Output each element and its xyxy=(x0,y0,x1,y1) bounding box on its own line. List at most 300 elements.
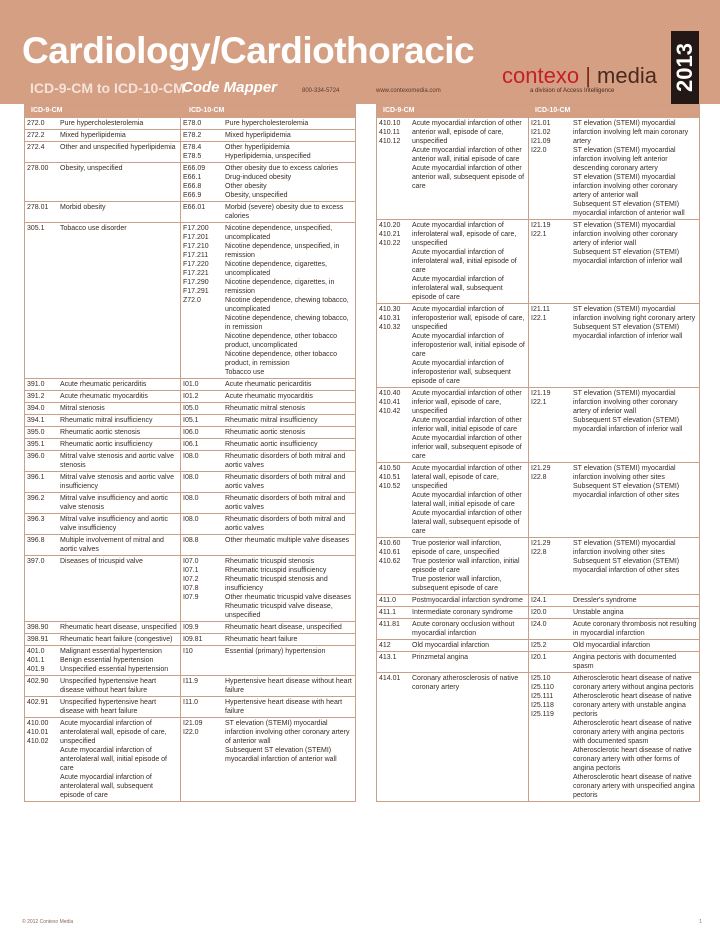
icd9-code-line: 305.1 xyxy=(27,225,45,232)
icd10-code: E66.1 xyxy=(183,174,202,181)
table-row xyxy=(25,513,355,534)
right-code-table xyxy=(376,104,700,802)
icd10-description: Nicotine dependence, other tobacco product, in remission xyxy=(225,351,338,367)
icd9-code-line: 410.52 xyxy=(379,483,401,490)
icd9-description-line: Rheumatic heart failure (congestive) xyxy=(60,636,173,643)
icd10-descriptions xyxy=(223,676,355,696)
icd9-description-line: Acute myocardial infarction of inferoposterior wall, episode of care, unspecified xyxy=(412,306,525,331)
icd9-description-line: Mitral valve insufficiency and aortic valve insufficiency xyxy=(60,516,169,532)
icd10-code: I01.2 xyxy=(183,393,199,400)
icd10-code: I11.9 xyxy=(183,678,199,685)
icd10-codes xyxy=(181,391,223,402)
icd10-code: I24.1 xyxy=(531,597,547,604)
icd9-code-line: 402.90 xyxy=(27,678,49,685)
icd10-description: ST elevation (STEMI) myocardial infarction involving other coronary artery of inferior wall xyxy=(573,222,678,247)
icd10-codes xyxy=(181,535,223,555)
icd9-code-line: 410.40 xyxy=(379,390,401,397)
icd10-code: I20.1 xyxy=(531,654,547,661)
icd10-description: Nicotine dependence, unspecified, in remission xyxy=(225,243,340,259)
icd10-description: ST elevation (STEMI) myocardial infarction involving other sites xyxy=(573,465,676,481)
icd10-description: Nicotine dependence, chewing tobacco, uncomplicated xyxy=(225,297,349,313)
icd10-description: Subsequent ST elevation (STEMI) myocardial infarction of inferior wall xyxy=(573,249,683,265)
icd10-descriptions xyxy=(571,388,699,462)
table-row xyxy=(377,618,699,639)
icd10-code: I07.9 xyxy=(183,594,199,601)
icd10-description: Rheumatic disorders of both mitral and aortic valves xyxy=(225,453,346,469)
icd9-code xyxy=(25,403,58,414)
icd10-codes xyxy=(181,622,223,633)
icd10-description: Rheumatic mitral stenosis xyxy=(225,405,306,412)
phone-number: 800-334-5724 xyxy=(302,88,340,94)
icd10-descriptions xyxy=(223,556,355,621)
icd10-description: Pure hypercholesterolemia xyxy=(225,120,309,127)
icd10-code: I08.0 xyxy=(183,516,199,523)
icd9-description-line: Mixed hyperlipidemia xyxy=(60,132,126,139)
icd10-code: I21.19 xyxy=(531,222,551,229)
icd10-codes xyxy=(181,427,223,438)
website: www.contexomedia.com xyxy=(376,88,441,94)
icd10-descriptions xyxy=(571,619,699,639)
icd9-description-line: Acute myocardial infarction of other lateral wall, initial episode of care xyxy=(412,492,522,508)
icd9-code-line: 411.1 xyxy=(379,609,396,616)
icd10-description: Rheumatic tricuspid stenosis and insufficiency xyxy=(225,576,328,592)
icd10-codes xyxy=(181,514,223,534)
icd10-codes xyxy=(529,595,571,606)
icd9-description-line: Unspecified hypertensive heart disease with heart failure xyxy=(60,699,157,715)
icd10-description: Old myocardial infarction xyxy=(573,642,651,649)
icd10-description: Nicotine dependence, cigarettes, uncomplicated xyxy=(225,261,327,277)
icd9-description xyxy=(410,640,529,651)
icd10-code: F17.211 xyxy=(183,252,209,259)
icd10-descriptions xyxy=(571,595,699,606)
right-table-header xyxy=(377,105,699,118)
icd10-description: ST elevation (STEMI) myocardial infarction involving other coronary artery of anterior wall xyxy=(225,720,350,745)
icd10-description: Nicotine dependence, other tobacco product, uncomplicated xyxy=(225,333,338,349)
icd9-code xyxy=(25,379,58,390)
icd9-description-line: Rheumatic aortic insufficiency xyxy=(60,441,153,448)
icd9-description-line: Acute myocardial infarction of other inferior wall, episode of care, unspecified xyxy=(412,390,522,415)
icd9-code-line: 410.00 xyxy=(27,720,49,727)
icd9-code-line: 396.1 xyxy=(27,474,45,481)
table-row xyxy=(25,555,355,621)
icd9-code xyxy=(377,640,410,651)
icd9-code-line: 410.21 xyxy=(379,231,401,238)
icd10-description: Rheumatic aortic insufficiency xyxy=(225,441,318,448)
icd10-code: I21.02 xyxy=(531,129,551,136)
icd10-code: I07.1 xyxy=(183,567,199,574)
icd10-description: Mixed hyperlipidemia xyxy=(225,132,291,139)
icd9-description-line: Rheumatic mitral insufficiency xyxy=(60,417,153,424)
icd10-description: Nicotine dependence, cigarettes, in remission xyxy=(225,279,335,295)
icd10-codes xyxy=(181,646,223,675)
icd9-description-line: Acute myocardial infarction of other lateral wall, subsequent episode of care xyxy=(412,510,522,535)
icd10-description: Nicotine dependence, chewing tobacco, in remission xyxy=(225,315,349,331)
icd10-description: Rheumatic heart disease, unspecified xyxy=(225,624,342,631)
icd10-descriptions xyxy=(223,514,355,534)
icd10-code: I01.0 xyxy=(183,381,199,388)
icd10-descriptions xyxy=(223,403,355,414)
icd9-description-line: Mitral valve insufficiency and aortic valve stenosis xyxy=(60,495,169,511)
subtitle-code-mapper: Code Mapper xyxy=(182,79,278,96)
icd10-codes xyxy=(529,673,571,801)
brand-separator: | xyxy=(585,63,591,88)
icd9-description xyxy=(58,718,181,801)
icd9-code-line: 410.01 xyxy=(27,729,49,736)
icd10-code: F17.221 xyxy=(183,270,209,277)
icd10-descriptions xyxy=(223,415,355,426)
icd9-code xyxy=(377,673,410,801)
icd10-descriptions xyxy=(571,673,699,801)
icd10-descriptions xyxy=(571,463,699,537)
icd10-code: I11.0 xyxy=(183,699,199,706)
brand-name-b: media xyxy=(597,63,657,88)
icd9-code-line: 410.60 xyxy=(379,540,401,547)
icd9-code xyxy=(377,304,410,387)
icd9-description-line: Acute myocardial infarction of other anterior wall, episode of care, unspecified xyxy=(412,120,522,145)
icd9-description-line: Acute myocardial infarction of other lateral wall, episode of care, unspecified xyxy=(412,465,522,490)
icd9-description xyxy=(58,646,181,675)
icd9-code xyxy=(377,607,410,618)
icd9-description-line: Acute myocardial infarction of other inferior wall, subsequent episode of care xyxy=(412,435,522,460)
icd9-code xyxy=(377,388,410,462)
icd9-code xyxy=(25,439,58,450)
icd9-description-line: Obesity, unspecified xyxy=(60,165,123,172)
icd9-code-line: 410.42 xyxy=(379,408,401,415)
icd10-codes xyxy=(181,379,223,390)
table-row xyxy=(25,633,355,645)
icd9-description-line: Acute myocardial infarction of inferoposterior wall, initial episode of care xyxy=(412,333,525,358)
table-row xyxy=(25,675,355,696)
icd9-description xyxy=(58,634,181,645)
icd10-code: I21.29 xyxy=(531,540,551,547)
icd10-description: Hyperlipidemia, unspecified xyxy=(225,153,311,160)
icd9-code xyxy=(25,163,58,201)
icd10-code: F17.220 xyxy=(183,261,209,268)
icd10-description: ST elevation (STEMI) myocardial infarction involving left main coronary artery xyxy=(573,120,689,145)
table-row xyxy=(377,118,699,219)
icd10-descriptions xyxy=(223,142,355,162)
icd10-codes xyxy=(529,463,571,537)
icd10-codes xyxy=(181,451,223,471)
icd9-description-line: Acute rheumatic myocarditis xyxy=(60,393,148,400)
icd10-code: I25.10 xyxy=(531,675,551,682)
table-row xyxy=(25,621,355,633)
icd9-code xyxy=(25,118,58,129)
icd9-code-line: 410.10 xyxy=(379,120,401,127)
icd10-codes xyxy=(529,304,571,387)
icd9-code-line: 401.1 xyxy=(27,657,45,664)
icd9-description-line: Acute myocardial infarction of inferoposterior wall, subsequent episode of care xyxy=(412,360,511,385)
icd9-code xyxy=(377,463,410,537)
icd9-code-line: 410.02 xyxy=(27,738,49,745)
icd10-descriptions xyxy=(223,427,355,438)
icd10-description: Other obesity due to excess calories xyxy=(225,165,338,172)
icd10-descriptions xyxy=(223,202,355,222)
icd10-description: Atherosclerotic heart disease of native coronary artery with unstable angina pectoris xyxy=(573,693,692,718)
icd10-descriptions xyxy=(223,697,355,717)
icd9-description xyxy=(410,220,529,303)
icd9-code xyxy=(25,223,58,378)
table-row xyxy=(25,717,355,801)
icd10-codes xyxy=(181,223,223,378)
icd9-description-line: Mitral valve stenosis and aortic valve stenosis xyxy=(60,453,174,469)
icd10-code: I07.8 xyxy=(183,585,199,592)
icd9-description-line: Tobacco use disorder xyxy=(60,225,127,232)
icd10-codes xyxy=(181,415,223,426)
icd9-code-line: 401.0 xyxy=(27,648,45,655)
icd9-code xyxy=(377,652,410,672)
icd10-codes xyxy=(181,556,223,621)
icd10-descriptions xyxy=(223,622,355,633)
icd10-codes xyxy=(181,130,223,141)
footer-copyright: © 2012 Contexo Media xyxy=(22,919,74,925)
icd10-description: ST elevation (STEMI) myocardial infarction involving other coronary artery of anterior wall xyxy=(573,174,678,199)
icd10-descriptions xyxy=(571,538,699,594)
left-table-rows xyxy=(25,118,355,801)
icd9-description-line: Acute myocardial infarction of other anterior wall, initial episode of care xyxy=(412,147,522,163)
icd10-code: I10 xyxy=(183,648,193,655)
table-row xyxy=(25,118,355,129)
icd9-code-line: 396.3 xyxy=(27,516,45,523)
icd10-description: Other obesity xyxy=(225,183,267,190)
icd10-code: E66.01 xyxy=(183,204,206,211)
year-badge: 2013 xyxy=(671,31,699,105)
icd9-code-line: 391.2 xyxy=(27,393,45,400)
right-table-rows xyxy=(377,118,699,801)
icd9-code-line: 410.50 xyxy=(379,465,401,472)
icd9-code-line: 397.0 xyxy=(27,558,45,565)
icd10-description: Hypertensive heart disease without heart failure xyxy=(225,678,352,694)
icd9-description xyxy=(410,388,529,462)
icd9-description xyxy=(410,118,529,219)
icd10-description: Subsequent ST elevation (STEMI) myocardial infarction of inferior wall xyxy=(573,417,683,433)
icd9-code-line: 402.91 xyxy=(27,699,49,706)
icd9-code-line: 272.4 xyxy=(27,144,45,151)
icd9-code-line: 398.91 xyxy=(27,636,49,643)
left-table-header xyxy=(25,105,355,118)
icd9-description xyxy=(410,619,529,639)
icd10-code: I24.0 xyxy=(531,621,547,628)
table-row xyxy=(25,390,355,402)
icd10-descriptions xyxy=(571,652,699,672)
icd10-code: I08.0 xyxy=(183,453,199,460)
icd10-description: Subsequent ST elevation (STEMI) myocardial infarction of other sites xyxy=(573,558,680,574)
icd9-code-line: 410.31 xyxy=(379,315,401,322)
icd10-codes xyxy=(529,607,571,618)
icd9-code xyxy=(377,118,410,219)
icd10-codes xyxy=(181,472,223,492)
header-banner xyxy=(0,0,720,104)
icd9-description xyxy=(410,673,529,801)
icd9-code xyxy=(25,142,58,162)
icd10-description: Angina pectoris with documented spasm xyxy=(573,654,677,670)
icd9-description-line: Acute myocardial infarction of other inferior wall, initial episode of care xyxy=(412,417,522,433)
icd10-code: I22.0 xyxy=(531,147,547,154)
icd10-code: F17.291 xyxy=(183,288,209,295)
icd9-code-line: 413.1 xyxy=(379,654,397,661)
right-header-icd10: ICD-10-CM xyxy=(535,107,571,114)
icd10-codes xyxy=(181,634,223,645)
table-row xyxy=(25,201,355,222)
table-row xyxy=(25,492,355,513)
left-header-icd9: ICD-9-CM xyxy=(31,107,63,114)
icd10-description: ST elevation (STEMI) myocardial infarction involving left anterior descending coronary artery xyxy=(573,147,676,172)
icd10-description: Subsequent ST elevation (STEMI) myocardial infarction of other sites xyxy=(573,483,680,499)
icd10-descriptions xyxy=(223,634,355,645)
icd9-code-line: 395.0 xyxy=(27,429,45,436)
icd10-code: I20.0 xyxy=(531,609,547,616)
icd10-description: Rheumatic heart failure xyxy=(225,636,298,643)
icd9-description-line: Old myocardial infarction xyxy=(412,642,490,649)
icd10-code: I25.2 xyxy=(531,642,547,649)
icd10-code: I21.09 xyxy=(183,720,203,727)
icd10-code: I21.01 xyxy=(531,120,551,127)
icd9-description xyxy=(58,439,181,450)
icd9-description xyxy=(410,304,529,387)
icd10-code: E66.8 xyxy=(183,183,202,190)
icd10-description: Nicotine dependence, unspecified, uncomplicated xyxy=(225,225,333,241)
icd10-codes xyxy=(529,388,571,462)
icd9-description-line: Acute myocardial infarction of inferolateral wall, episode of care, unspecified xyxy=(412,222,517,247)
icd9-code xyxy=(25,676,58,696)
icd9-code-line: 410.22 xyxy=(379,240,401,247)
icd10-codes xyxy=(181,697,223,717)
table-row xyxy=(377,537,699,594)
icd9-description-line: Acute myocardial infarction of inferolateral wall, initial episode of care xyxy=(412,249,517,274)
icd9-description-line: Other and unspecified hyperlipidemia xyxy=(60,144,176,151)
icd9-description xyxy=(58,556,181,621)
icd10-code: E78.2 xyxy=(183,132,202,139)
icd9-code-line: 394.0 xyxy=(27,405,45,412)
icd10-description: Acute rheumatic myocarditis xyxy=(225,393,313,400)
table-row xyxy=(377,303,699,387)
icd9-code xyxy=(25,535,58,555)
icd9-code xyxy=(25,514,58,534)
icd9-code xyxy=(25,697,58,717)
table-row xyxy=(377,219,699,303)
icd10-descriptions xyxy=(223,118,355,129)
table-row xyxy=(377,672,699,801)
icd9-description-line: Intermediate coronary syndrome xyxy=(412,609,513,616)
icd10-descriptions xyxy=(223,163,355,201)
icd9-code-line: 398.90 xyxy=(27,624,49,631)
icd9-code xyxy=(25,415,58,426)
icd10-code: I21.29 xyxy=(531,465,551,472)
icd10-code: F17.290 xyxy=(183,279,209,286)
icd9-description xyxy=(410,538,529,594)
table-row xyxy=(25,141,355,162)
icd9-code-line: 401.9 xyxy=(27,666,45,673)
icd10-descriptions xyxy=(223,472,355,492)
icd9-description xyxy=(58,676,181,696)
icd10-codes xyxy=(529,220,571,303)
icd10-codes xyxy=(529,652,571,672)
icd10-description: Subsequent ST elevation (STEMI) myocardial infarction of anterior wall xyxy=(225,747,337,763)
table-row xyxy=(377,594,699,606)
icd9-description xyxy=(58,223,181,378)
icd9-description-line: Acute myocardial infarction of anterolateral wall, initial episode of care xyxy=(60,747,168,772)
icd10-codes xyxy=(181,676,223,696)
icd10-code: I22.8 xyxy=(531,474,547,481)
icd9-code-line: 396.2 xyxy=(27,495,45,502)
icd10-code: E78.4 xyxy=(183,144,202,151)
icd10-descriptions xyxy=(223,646,355,675)
icd10-description: Atherosclerotic heart disease of native coronary artery without angina pectoris xyxy=(573,675,694,691)
icd9-code-line: 412 xyxy=(379,642,391,649)
icd9-description-line: True posterior wall infarction, initial episode of care xyxy=(412,558,520,574)
icd9-code-line: 410.30 xyxy=(379,306,401,313)
icd9-code-line: 411.81 xyxy=(379,621,400,628)
icd10-code: I07.2 xyxy=(183,576,199,583)
icd9-description xyxy=(58,493,181,513)
icd10-description: Drug-induced obesity xyxy=(225,174,292,181)
icd10-descriptions xyxy=(223,130,355,141)
footer-page-number: 1 xyxy=(699,919,702,925)
icd9-description-line: Mitral stenosis xyxy=(60,405,105,412)
icd10-code: F17.210 xyxy=(183,243,209,250)
icd10-description: Acute coronary thrombosis not resulting in myocardial infarction xyxy=(573,621,697,637)
icd9-code-line: 410.20 xyxy=(379,222,401,229)
icd9-description-line: True posterior wall infarction, subsequent episode of care xyxy=(412,576,502,592)
icd10-code: I22.8 xyxy=(531,549,547,556)
icd10-codes xyxy=(181,718,223,801)
icd10-codes xyxy=(181,202,223,222)
icd10-description: Acute rheumatic pericarditis xyxy=(225,381,312,388)
icd9-description xyxy=(58,130,181,141)
icd10-code: I25.110 xyxy=(531,684,554,691)
icd9-code xyxy=(377,595,410,606)
icd9-description xyxy=(58,379,181,390)
icd10-description: Rheumatic disorders of both mitral and aortic valves xyxy=(225,474,346,490)
icd10-code: I09.9 xyxy=(183,624,199,631)
icd10-codes xyxy=(181,142,223,162)
icd9-code-line: 411.0 xyxy=(379,597,396,604)
table-row xyxy=(377,606,699,618)
icd9-description-line: Pure hypercholesterolemia xyxy=(60,120,144,127)
icd9-description xyxy=(410,607,529,618)
icd10-description: Atherosclerotic heart disease of native coronary artery with angina pectoris with documented spasm xyxy=(573,720,692,745)
icd9-code-line: 410.61 xyxy=(379,549,401,556)
icd9-description xyxy=(410,463,529,537)
icd10-descriptions xyxy=(223,718,355,801)
icd9-code xyxy=(25,391,58,402)
left-header-icd10: ICD-10-CM xyxy=(189,107,225,114)
icd10-description: Rheumatic mitral insufficiency xyxy=(225,417,318,424)
icd10-code: I08.8 xyxy=(183,537,199,544)
table-row xyxy=(377,651,699,672)
icd10-description: Other rheumatic multiple valve diseases xyxy=(225,537,350,544)
icd9-code-line: 278.01 xyxy=(27,204,49,211)
icd10-description: Essential (primary) hypertension xyxy=(225,648,326,655)
icd9-code-line: 410.51 xyxy=(379,474,401,481)
icd10-descriptions xyxy=(223,379,355,390)
icd9-code xyxy=(25,718,58,801)
icd10-code: I25.118 xyxy=(531,702,554,709)
icd9-description-line: Acute myocardial infarction of anterolateral wall, episode of care, unspecified xyxy=(60,720,167,745)
brand-tagline: a division of Access Intelligence xyxy=(530,88,615,94)
table-row xyxy=(377,387,699,462)
icd9-description-line: True posterior wall infarction, episode of care, unspecified xyxy=(412,540,502,556)
icd10-code: F17.200 xyxy=(183,225,209,232)
icd10-code: I08.0 xyxy=(183,474,199,481)
icd10-description: Obesity, unspecified xyxy=(225,192,288,199)
icd10-codes xyxy=(181,118,223,129)
icd10-code: I06.1 xyxy=(183,441,199,448)
icd10-description: Dressler's syndrome xyxy=(573,597,637,604)
icd9-code xyxy=(377,619,410,639)
icd10-description: Rheumatic tricuspid valve disease, unspecified xyxy=(225,603,333,619)
icd9-description-line: Mitral valve stenosis and aortic valve insufficiency xyxy=(60,474,174,490)
